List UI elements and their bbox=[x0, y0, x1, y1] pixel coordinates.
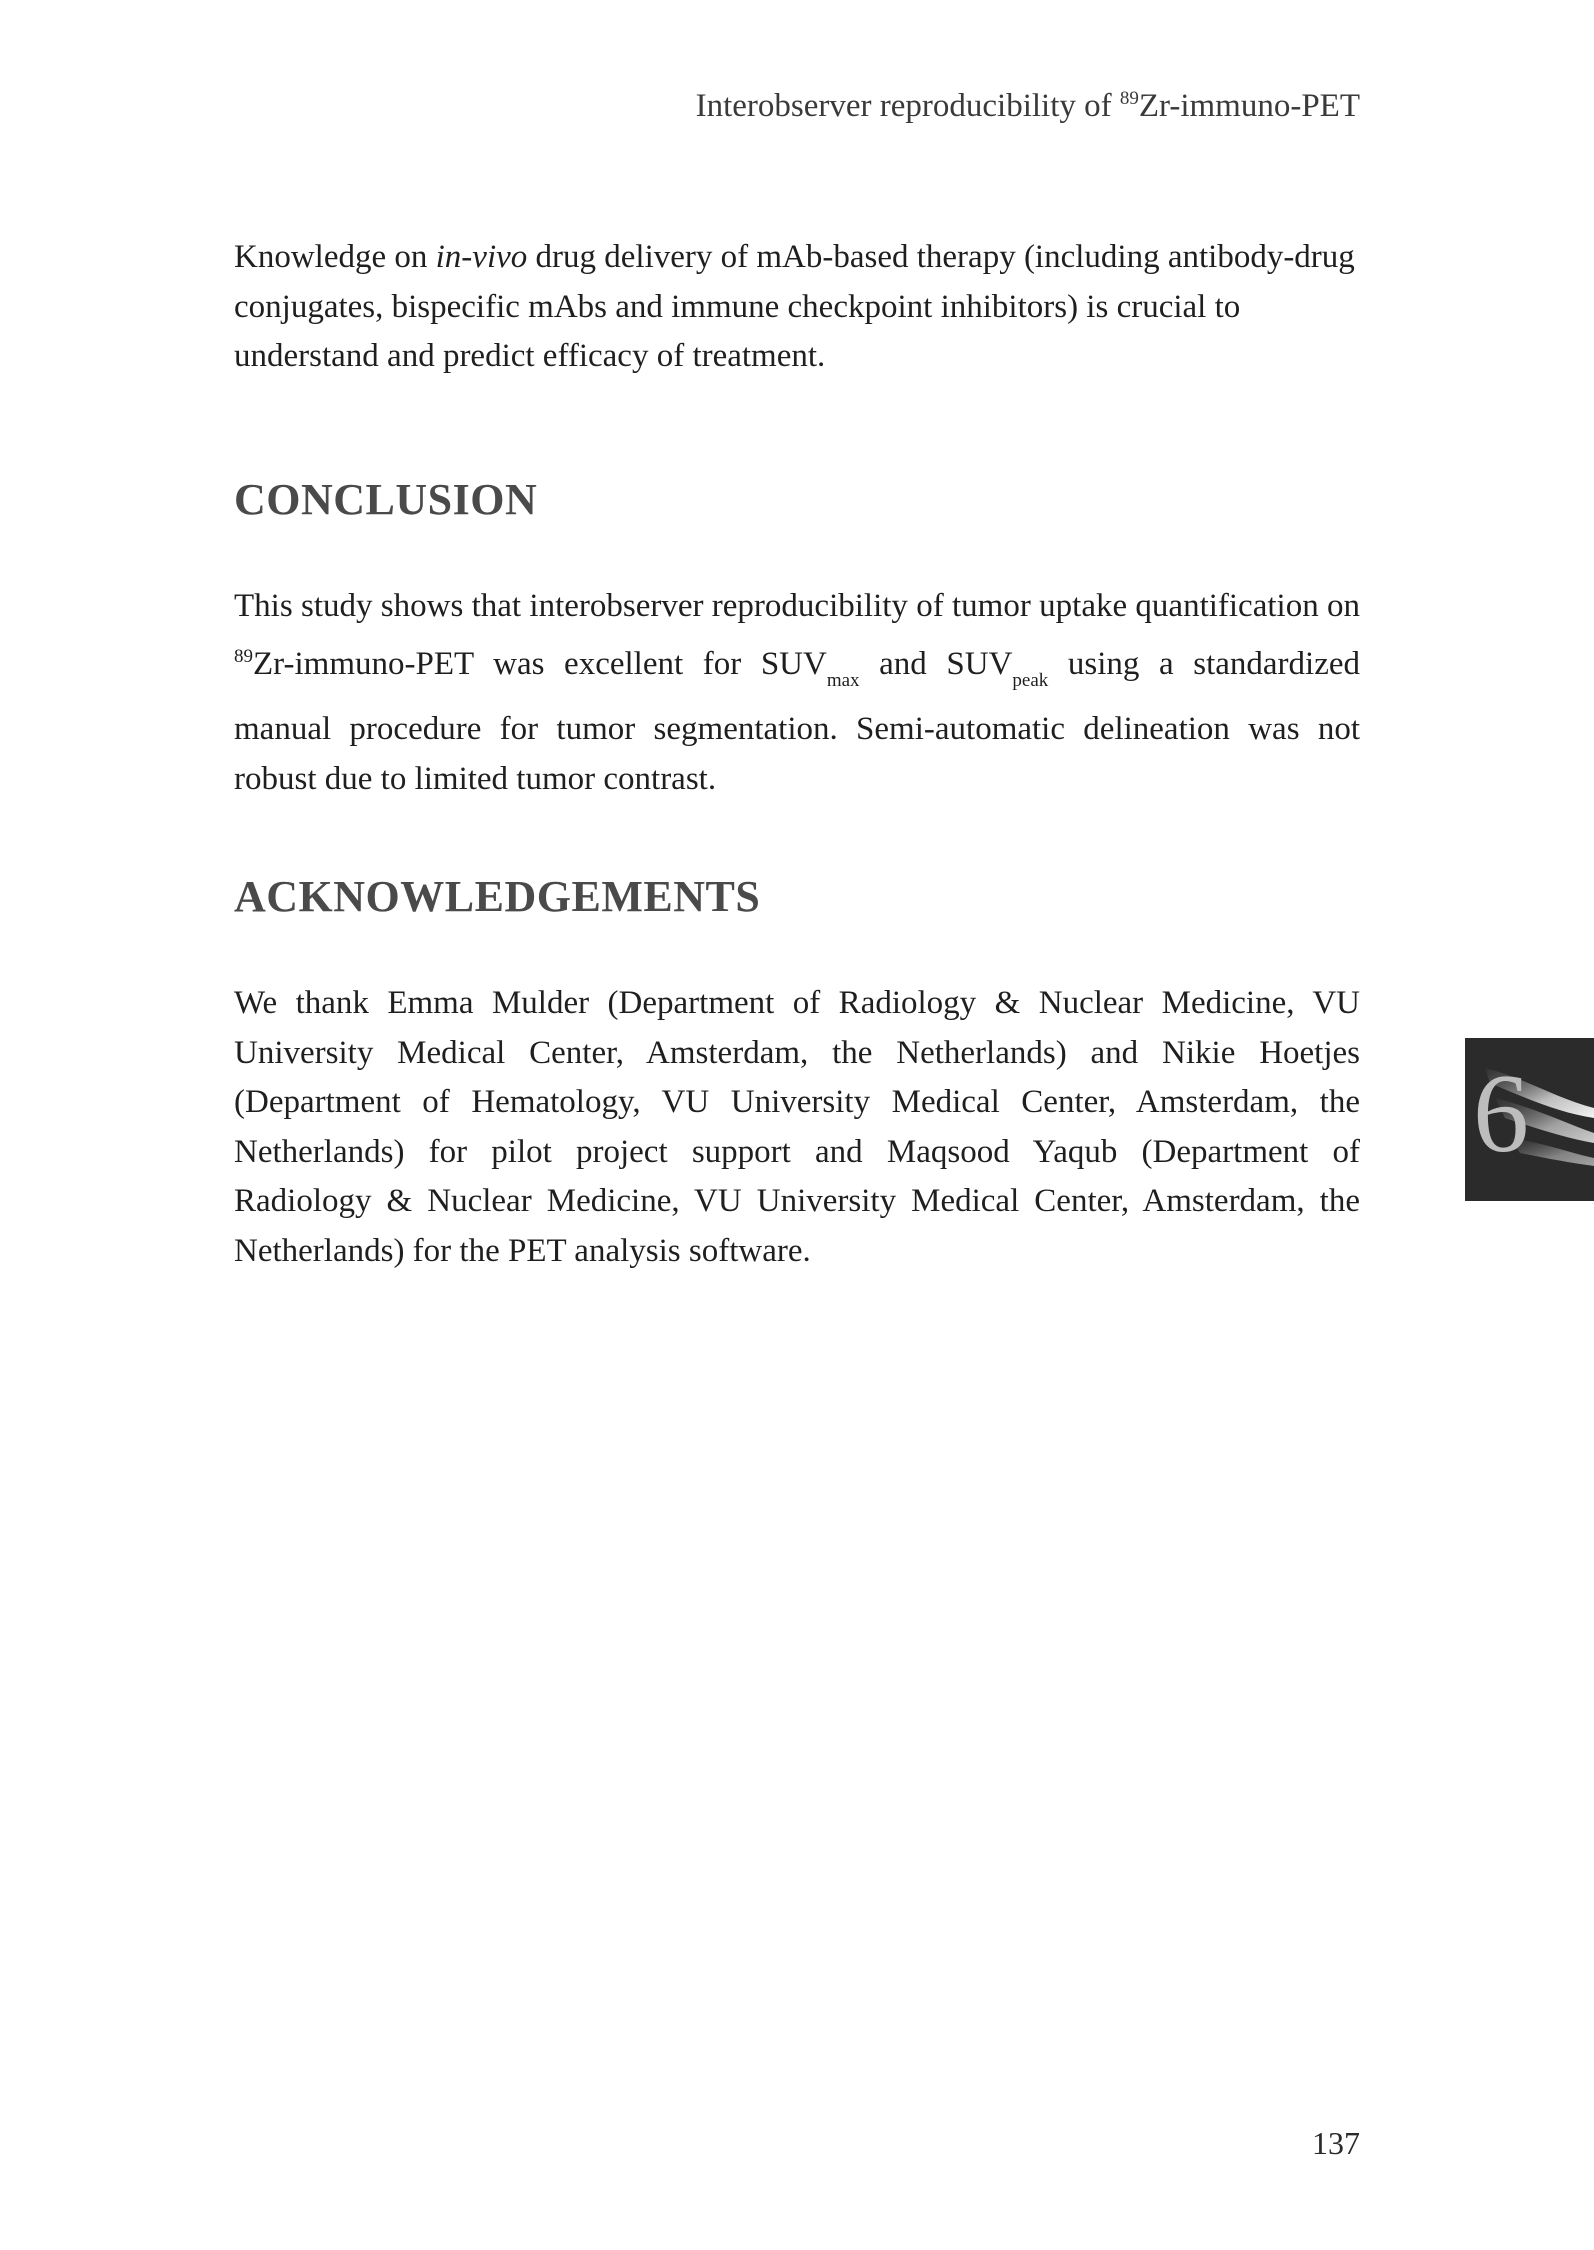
intro-paragraph bbox=[234, 233, 1360, 382]
intro-text-part2: drug delivery of mAb-based therapy (including antibody-drug conjugates, bispecific mAbs and immune checkpoint inhibitors) is crucial to understand and predict efficacy of treatment. bbox=[234, 239, 1355, 374]
conclusion-heading: CONCLUSION bbox=[234, 475, 538, 524]
running-header bbox=[696, 88, 1360, 125]
conclusion-text-part1: This study shows that interobserver reproducibility of tumor uptake quantification on bbox=[234, 588, 1360, 624]
running-title-prefix: Interobserver reproducibility of bbox=[695, 88, 1120, 124]
intro-italic-term: in-vivo bbox=[435, 239, 528, 275]
conclusion-isotope-mass: 89 bbox=[234, 645, 253, 667]
running-title-isotope-mass: 89 bbox=[1119, 88, 1139, 109]
conclusion-text-part2: Zr-immuno-PET was excellent for SUV bbox=[253, 645, 827, 682]
chapter-tab bbox=[1465, 1038, 1594, 1201]
acknowledgements-paragraph: We thank Emma Mulder (Department of Radiology & Nuclear Medicine, VU University Medical Center, Amsterdam, the Netherlands) and Nikie Hoetjes (Department of Hematology, VU University Medical Center, Amsterdam, the Netherlands) for pilot project support and Maqsood Yaqub (Department of Radiology & Nuclear Medicine, VU University Medical Center, Amsterdam, the Netherlands) for the PET analysis software. bbox=[234, 985, 1360, 1269]
conclusion-paragraph bbox=[234, 582, 1360, 804]
page-number: 137 bbox=[1312, 2125, 1360, 2161]
intro-text-part1: Knowledge on bbox=[234, 239, 436, 275]
suv-max-subscript: max bbox=[826, 669, 860, 691]
acknowledgements-heading: ACKNOWLEDGEMENTS bbox=[234, 872, 761, 921]
conclusion-text-part4: using a standardized manual procedure for tumor segmentation. Semi-automatic delineation was not robust due to limited tumor contrast. bbox=[234, 645, 1360, 797]
chapter-number: 6 bbox=[1473, 1052, 1529, 1176]
suv-peak-subscript: peak bbox=[1012, 669, 1049, 691]
conclusion-text-part3: and SUV bbox=[859, 645, 1013, 682]
running-title-suffix: Zr-immuno-PET bbox=[1138, 88, 1360, 124]
